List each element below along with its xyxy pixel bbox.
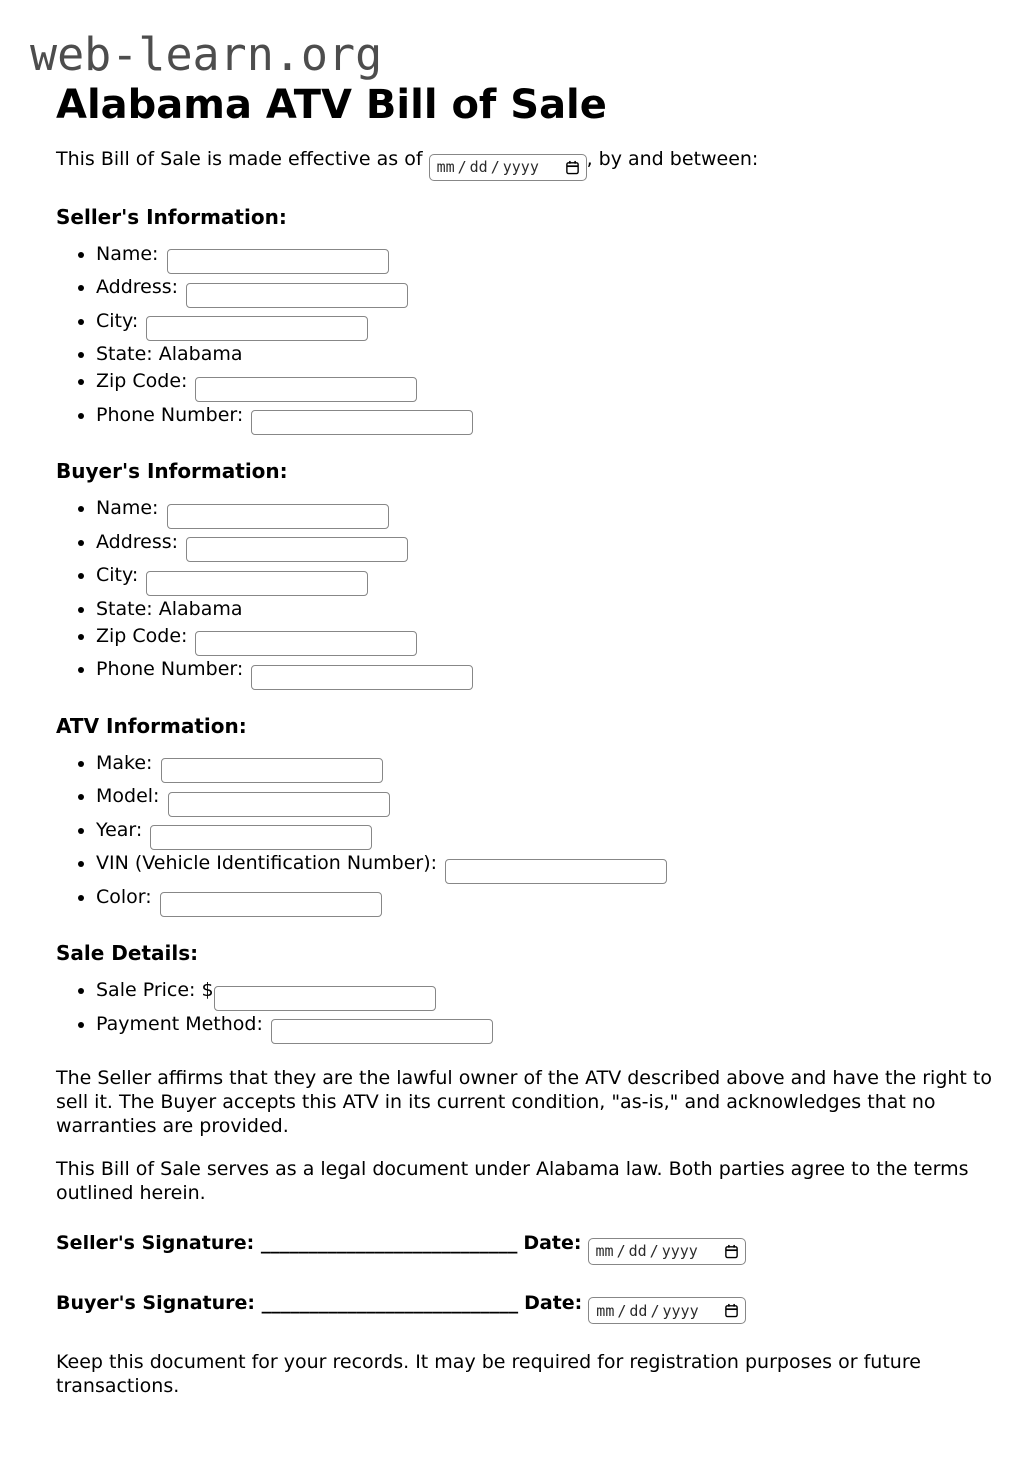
field-label: Name: [96, 242, 159, 265]
intro-text-before: This Bill of Sale is made effective as of [56, 148, 429, 170]
intro-text-after: , by and between: [586, 148, 759, 170]
seller-signature-label: Seller's Signature: [56, 1232, 255, 1254]
field-label: Make: [96, 751, 153, 774]
field-row-atv-make [96, 750, 995, 784]
field-label: Model: [96, 785, 160, 807]
intro-paragraph [56, 147, 995, 181]
field-label: VIN (Vehicle Identification Number): [96, 852, 438, 874]
field-row-buyer-address [96, 529, 995, 563]
seller-name-input[interactable] [167, 249, 389, 274]
field-label: Phone Number: [96, 658, 244, 680]
field-row-buyer-state [96, 596, 995, 623]
sale-fields-list [56, 977, 995, 1044]
payment-method-input[interactable] [271, 1019, 493, 1044]
seller-address-input[interactable] [186, 283, 408, 308]
section-heading-sale: Sale Details: [56, 941, 199, 965]
signature-line: ___________________________ [261, 1291, 519, 1314]
site-brand: web-learn.org [30, 28, 383, 81]
field-row-buyer-zip [96, 623, 995, 657]
buyer-address-input[interactable] [186, 537, 408, 562]
field-row-buyer-name [96, 495, 995, 529]
atv-year-input[interactable] [150, 825, 372, 850]
field-row-seller-address [96, 274, 995, 308]
field-row-seller-phone [96, 402, 995, 436]
field-label: State: Alabama [96, 597, 243, 620]
date-label: Date: [523, 1232, 582, 1254]
buyer-signature-label: Buyer's Signature: [56, 1291, 255, 1314]
field-row-sale-price [96, 977, 995, 1011]
legal-paragraph: This Bill of Sale serves as a legal document under Alabama law. Both parties agree to the terms outlined herein. [56, 1158, 969, 1204]
seller-phone-input[interactable] [251, 410, 473, 435]
date-label: Date: [524, 1291, 583, 1314]
field-row-atv-color [96, 884, 995, 918]
date-placeholder: mm / dd / yyyy [596, 1301, 699, 1320]
field-row-seller-city [96, 308, 995, 342]
section-heading-seller: Seller's Information: [56, 204, 287, 229]
field-label: Zip Code: [96, 624, 188, 647]
atv-make-input[interactable] [161, 758, 383, 783]
sale-price-input[interactable] [214, 986, 436, 1011]
buyer-phone-input[interactable] [251, 665, 473, 690]
field-row-seller-name [96, 241, 995, 275]
field-label: Payment Method: [96, 1012, 263, 1035]
field-row-buyer-city [96, 562, 995, 596]
field-row-atv-vin [96, 850, 995, 884]
field-label: Address: [96, 530, 179, 553]
field-label: Sale Price: $ [96, 979, 214, 1001]
atv-color-input[interactable] [160, 892, 382, 917]
seller-city-input[interactable] [146, 316, 368, 341]
calendar-icon[interactable] [724, 1244, 739, 1259]
field-label: Address: [96, 276, 179, 298]
field-row-atv-year [96, 817, 995, 851]
atv-vin-input[interactable] [445, 859, 667, 884]
buyer-zip-input[interactable] [195, 631, 417, 656]
page-title: Alabama ATV Bill of Sale [56, 82, 607, 128]
date-placeholder: mm / dd / yyyy [595, 1242, 698, 1260]
field-label: Year: [96, 818, 143, 841]
document-content [56, 83, 995, 1398]
field-label: State: Alabama [96, 343, 243, 365]
field-row-seller-zip [96, 368, 995, 402]
atv-fields-list [56, 750, 995, 918]
buyer-fields-list [56, 495, 995, 690]
field-label: City: [96, 309, 139, 332]
section-heading-atv: ATV Information: [56, 713, 247, 738]
field-row-buyer-phone [96, 656, 995, 690]
calendar-icon[interactable] [565, 160, 580, 175]
buyer-date-input[interactable] [588, 1297, 746, 1324]
field-row-payment-method [96, 1011, 995, 1045]
keep-paragraph: Keep this document for your records. It may be required for registration purposes or future transactions. [56, 1351, 921, 1397]
buyer-city-input[interactable] [146, 571, 368, 596]
field-label: Zip Code: [96, 370, 188, 392]
field-label: City: [96, 564, 139, 586]
field-label: Phone Number: [96, 403, 244, 426]
seller-signature-row [56, 1231, 995, 1265]
section-heading-buyer: Buyer's Information: [56, 459, 288, 483]
date-placeholder: mm / dd / yyyy [436, 158, 539, 176]
seller-zip-input[interactable] [195, 377, 417, 402]
field-row-atv-model [96, 783, 995, 817]
signature-line: ___________________________ [260, 1232, 518, 1254]
field-label: Name: [96, 497, 159, 519]
buyer-signature-row [56, 1291, 995, 1325]
calendar-icon[interactable] [724, 1303, 739, 1318]
effective-date-input[interactable] [429, 154, 587, 181]
field-row-seller-state [96, 341, 995, 368]
field-label: Color: [96, 885, 152, 908]
seller-date-input[interactable] [588, 1238, 746, 1265]
buyer-name-input[interactable] [167, 504, 389, 529]
atv-model-input[interactable] [168, 792, 390, 817]
seller-fields-list [56, 241, 995, 436]
affirmation-paragraph: The Seller affirms that they are the lawful owner of the ATV described above and have the right to sell it. The Buyer accepts this ATV in its current condition, "as-is," and acknowledges that no warranties are provided. [56, 1067, 992, 1137]
